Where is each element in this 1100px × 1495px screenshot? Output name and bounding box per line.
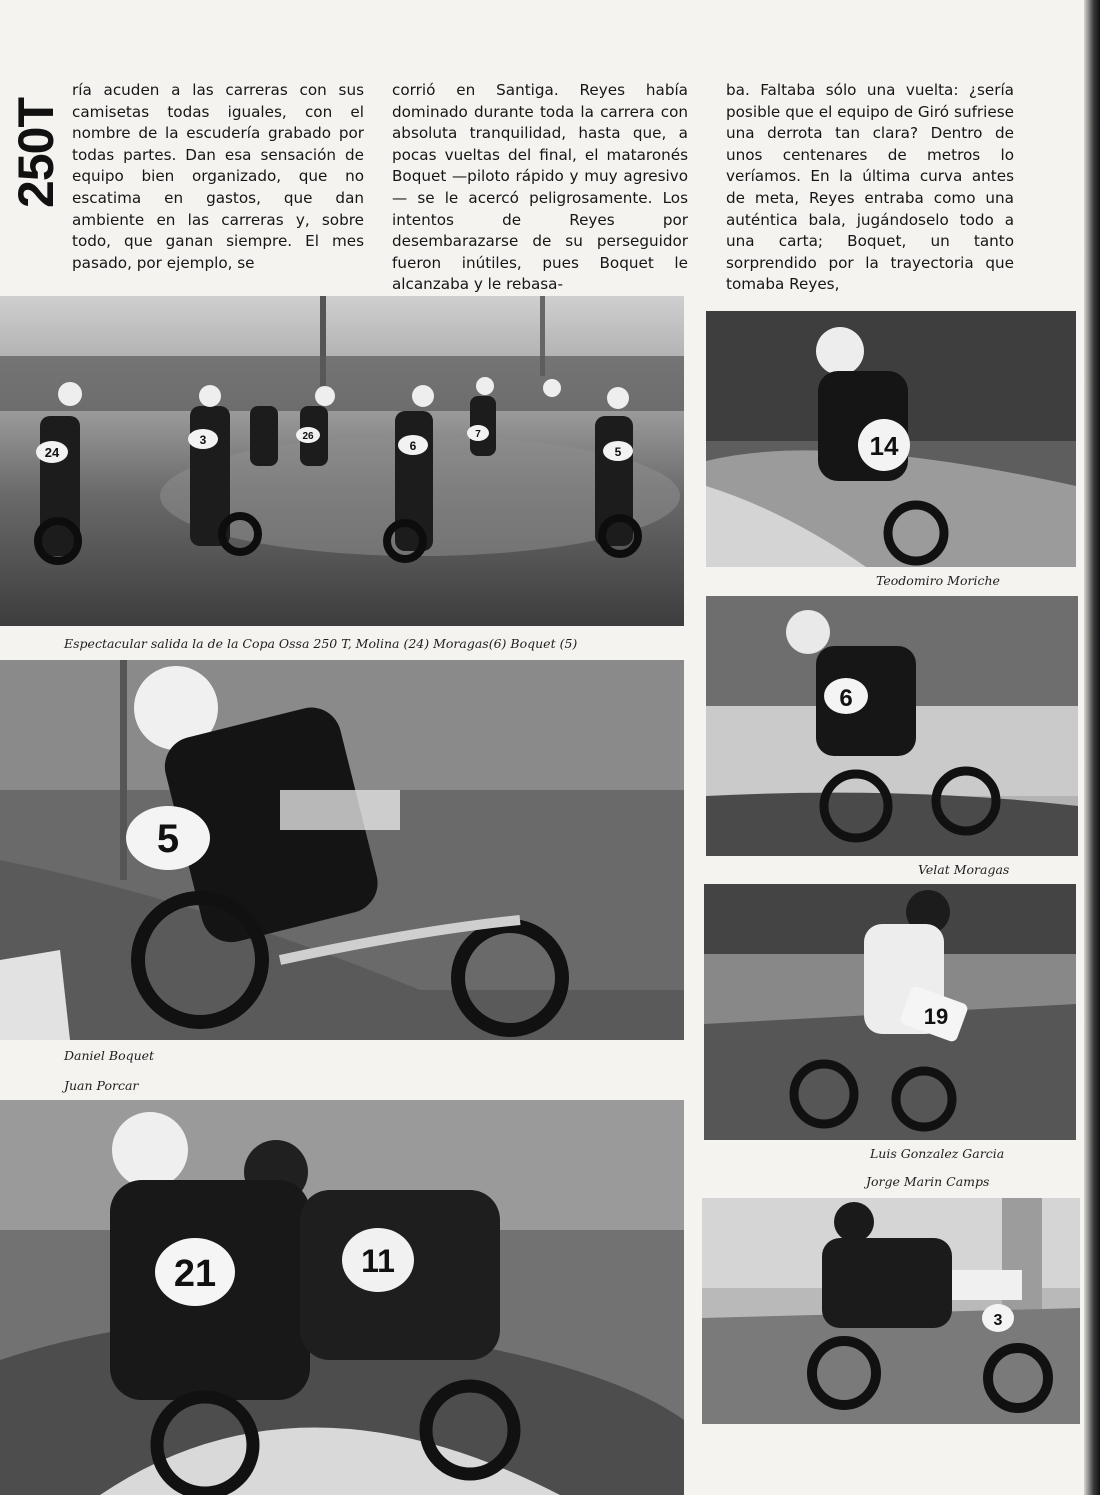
article-column-2 bbox=[392, 80, 688, 296]
juan-porcar-number: 21 bbox=[173, 1253, 217, 1295]
photo-velat-moragas bbox=[706, 596, 1078, 856]
start-number-2: 3 bbox=[199, 433, 207, 447]
daniel-boquet-image bbox=[0, 660, 684, 1040]
luis-gonzalez-number: 19 bbox=[923, 1004, 949, 1029]
caption-juan-porcar: Juan Porcar bbox=[64, 1078, 139, 1093]
start-number-3: 26 bbox=[302, 431, 314, 442]
caption-jorge-marin-camps: Jorge Marin Camps bbox=[866, 1174, 990, 1189]
section-tag-label: 250T bbox=[8, 98, 64, 208]
photo-luis-gonzalez-garcia bbox=[704, 884, 1076, 1140]
jorge-marin-number: 3 bbox=[993, 1312, 1003, 1329]
photo-juan-porcar bbox=[0, 1100, 684, 1495]
caption-daniel-boquet: Daniel Boquet bbox=[64, 1048, 155, 1063]
start-number-6: 5 bbox=[614, 445, 622, 459]
article-column-1 bbox=[72, 80, 364, 274]
caption-velat-moragas: Velat Moragas bbox=[918, 862, 1010, 877]
velat-moragas-number: 6 bbox=[839, 685, 853, 712]
juan-porcar-image bbox=[0, 1100, 684, 1495]
photo-jorge-marin-camps bbox=[702, 1198, 1080, 1424]
photo-daniel-boquet bbox=[0, 660, 684, 1040]
photo-teodomiro-moriche bbox=[706, 311, 1076, 567]
start-number-4: 6 bbox=[409, 439, 417, 453]
caption-teodomiro-moriche: Teodomiro Moriche bbox=[876, 573, 1000, 588]
teodomiro-image bbox=[706, 311, 1076, 567]
article-text-3: ba. Faltaba sólo una vuelta: ¿sería posible que el equipo de Giró sufriese una derrota tan clara? Dentro de unos centenares de metros lo veríamos. En la última curva antes de meta, Reyes entraba como una auténtica bala, jugándoselo todo a una carta; Boquet, un tanto sorprendido por la trayectoria que tomaba Reyes, bbox=[726, 81, 1014, 294]
caption-race-start: Espectacular salida la de la Copa Ossa 250 T, Molina (24) Moragas(6) Boquet (5) bbox=[64, 636, 578, 651]
daniel-boquet-number: 5 bbox=[156, 817, 180, 861]
section-tag bbox=[10, 86, 62, 220]
second-rider-number: 11 bbox=[361, 1243, 395, 1279]
start-number-5: 7 bbox=[475, 429, 481, 440]
page-edge bbox=[1084, 0, 1100, 1495]
teodomiro-number: 14 bbox=[869, 431, 899, 461]
article-text-1: ría acuden a las carreras con sus camisetas todas iguales, con el nombre de la escudería grabado por todas partes. Dan esa sensación de equipo bien organizado, que no escatima en gastos, que dan ambiente en las carreras y, sobre todo, que ganan siempre. El mes pasado, por ejemplo, se bbox=[72, 81, 364, 272]
article-column-3 bbox=[726, 80, 1014, 296]
velat-moragas-image bbox=[706, 596, 1078, 856]
caption-luis-gonzalez-garcia: Luis Gonzalez Garcia bbox=[870, 1146, 1005, 1161]
race-start-image bbox=[0, 296, 684, 626]
start-number-1: 24 bbox=[44, 445, 60, 460]
photo-race-start bbox=[0, 296, 684, 626]
article-text-2: corrió en Santiga. Reyes había dominado durante toda la carrera con absoluta tranquilidad, hasta que, a pocas vueltas del final, el mataronés Boquet —piloto rápido y muy agresivo— se le acercó peligrosamente. Los intentos de Reyes por desembarazarse de su perseguidor fueron inútiles, pues Boquet le alcanzaba y le rebasa- bbox=[392, 81, 688, 294]
jorge-marin-image bbox=[702, 1198, 1080, 1424]
luis-gonzalez-image bbox=[704, 884, 1076, 1140]
